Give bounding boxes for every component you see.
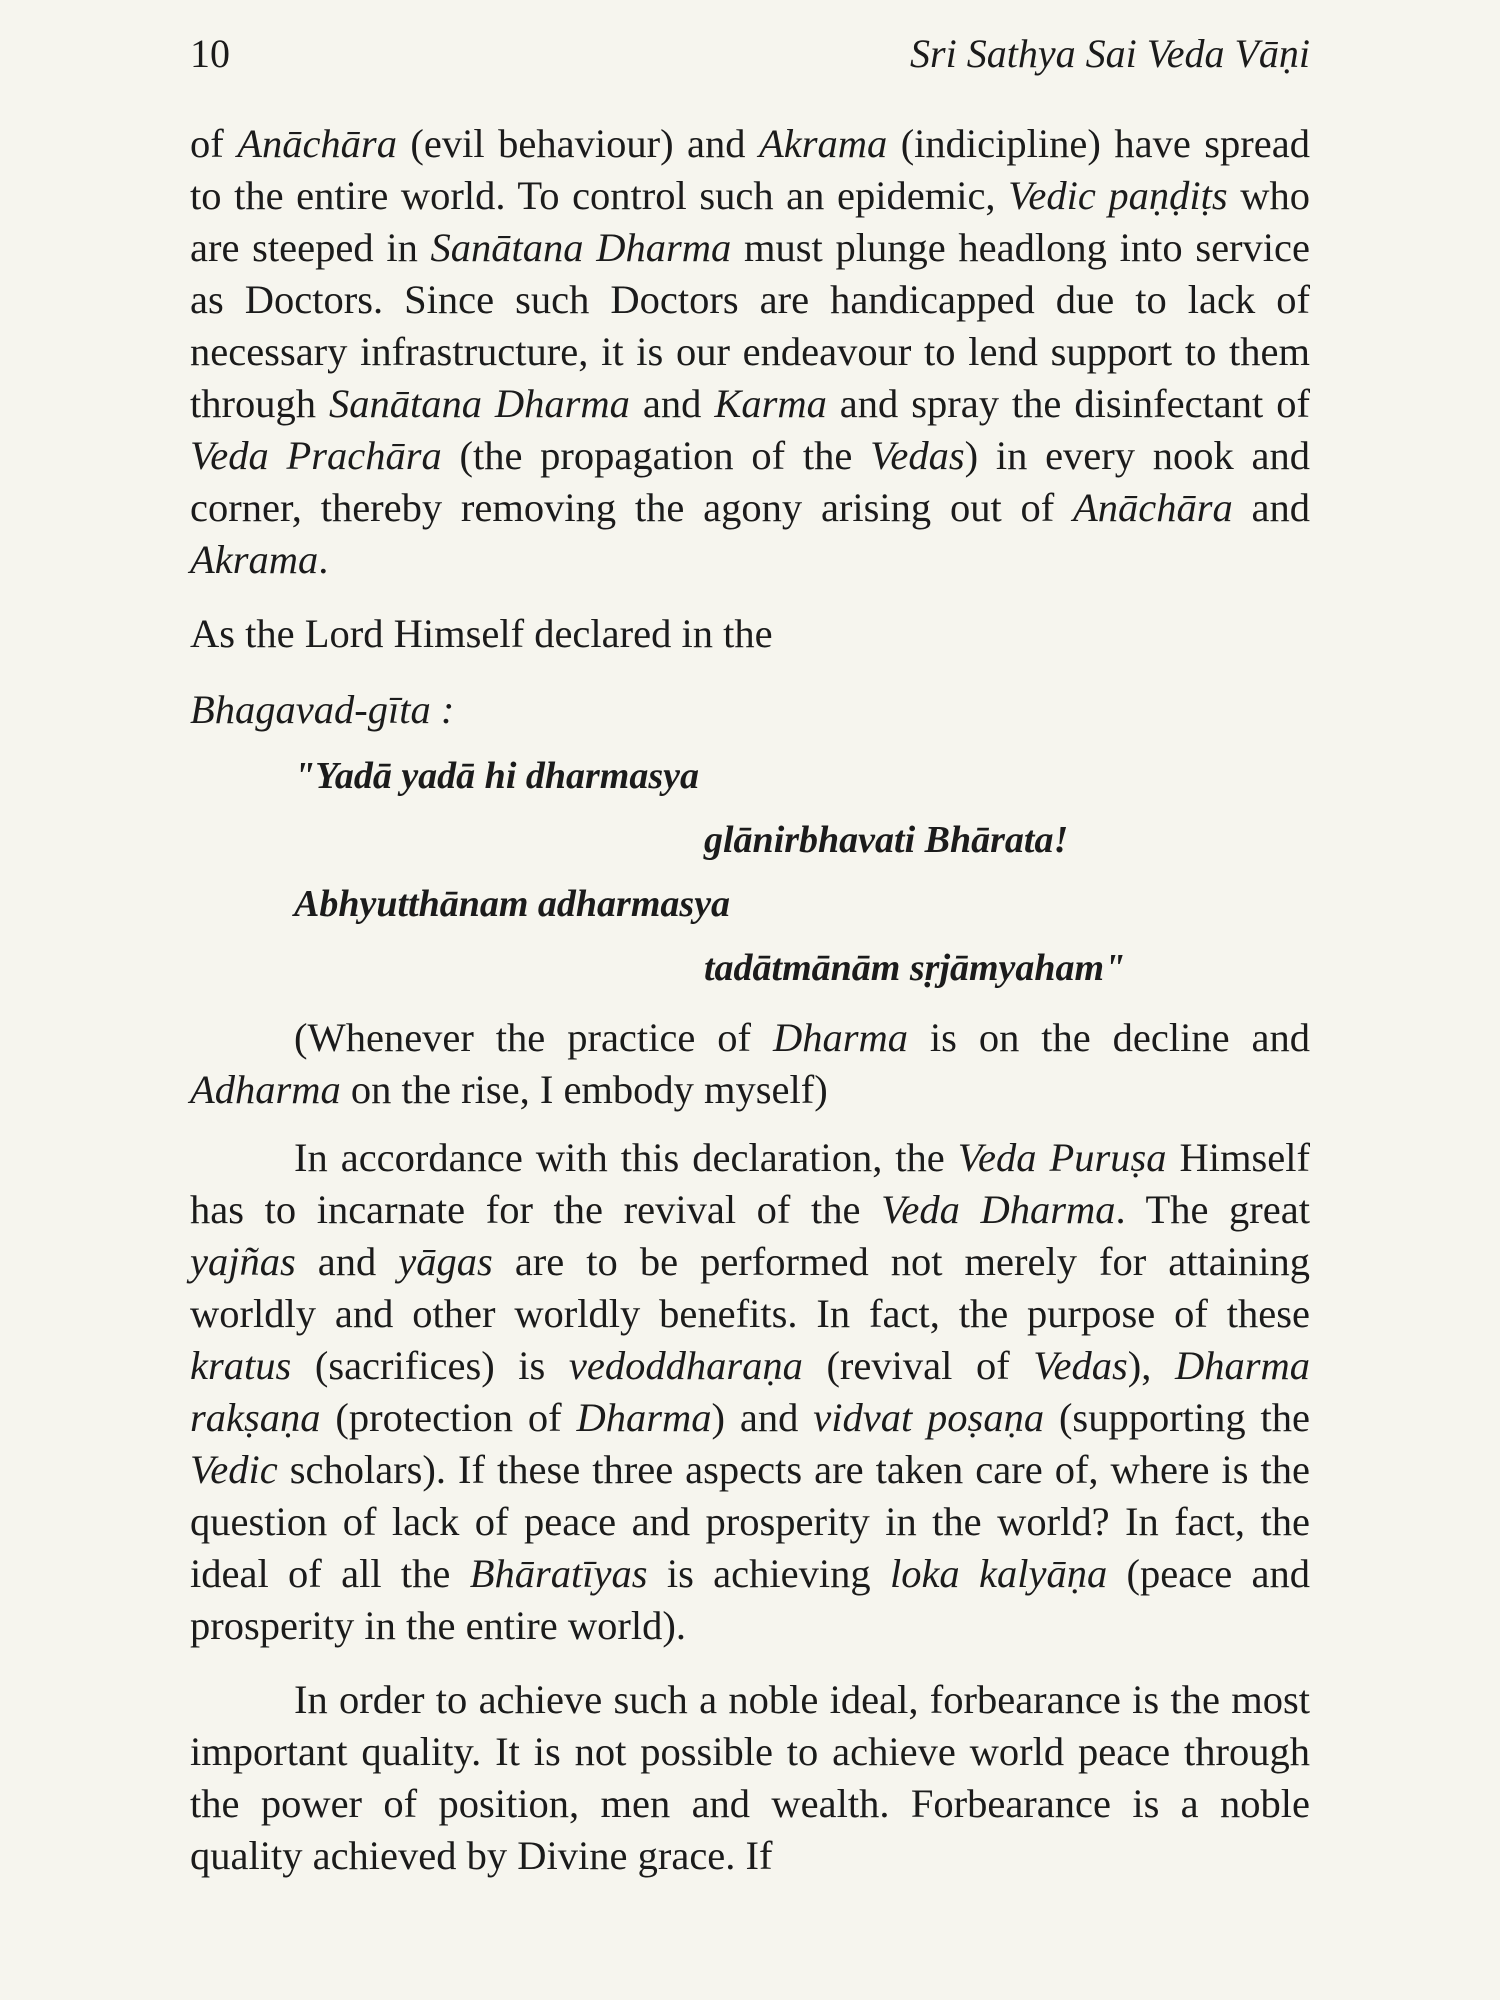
sanskrit-verse	[294, 744, 1310, 1000]
italic-term: Akrama	[758, 121, 888, 166]
verse-source: Bhagavad-gīta :	[190, 687, 455, 732]
italic-term: Vedas	[870, 433, 965, 478]
italic-term: Dharma	[772, 1015, 908, 1060]
italic-term: yāgas	[398, 1239, 493, 1284]
italic-term: Anāchāra	[237, 121, 397, 166]
italic-term: Vedas	[1033, 1343, 1128, 1388]
verse-line: glānirbhavati Bhārata!	[704, 819, 1069, 861]
body-text	[190, 118, 1310, 1882]
italic-term: Veda Puruṣa	[957, 1135, 1167, 1180]
paragraph-2: In accordance with this declaration, the Veda Puruṣa Himself has to incarnate for the revival of the Veda Dharma. The great yajñas and yāgas are to be performed not merely for attaining worldly and other worldly benefits. In fact, the purpose of these kratus (sacrifices) is vedoddharaṇa (revival of Vedas), Dharma rakṣaṇa (protection of Dharma) and vidvat poṣaṇa (supporting the Vedic scholars). If these three aspects are taken care of, where is the question of lack of peace and prosperity in the world? In fact, the ideal of all the Bhāratīyas is achieving loka kalyāṇa (peace and prosperity in the entire world).	[190, 1135, 1311, 1648]
italic-term: Sanātana Dharma	[328, 381, 630, 426]
italic-term: Bhāratīyas	[469, 1551, 648, 1596]
italic-term: vedoddharaṇa	[568, 1343, 803, 1388]
verse-line: tadātmānām sṛjāmyaham"	[704, 947, 1126, 989]
italic-term: Veda Prachāra	[190, 433, 442, 478]
verse-translation: (Whenever the practice of Dharma is on the decline and Adharma on the rise, I embody myself)	[190, 1015, 1310, 1112]
italic-term: Dharma	[576, 1395, 712, 1440]
italic-term: Akrama	[190, 537, 319, 582]
verse-line: "Yadā yadā hi dharmasya	[294, 755, 700, 797]
italic-term: Sanātana Dharma	[430, 225, 732, 270]
italic-term: kratus	[190, 1343, 292, 1388]
verse-line: Abhyutthānam adharmasya	[294, 883, 731, 925]
running-title: Sri Sathya Sai Veda Vāṇi	[910, 31, 1310, 76]
page-header	[190, 30, 1310, 90]
italic-term: vidvat poṣaṇa	[813, 1395, 1045, 1440]
italic-term: Karma	[714, 381, 827, 426]
italic-term: Veda Dharma	[881, 1187, 1116, 1232]
italic-term: Dharma rakṣaṇa	[190, 1343, 1310, 1440]
paragraph-1: of Anāchāra (evil behaviour) and Akrama (indicipline) have spread to the entire world. To control such an epidemic, Vedic paṇḍiṭs who are steeped in Sanātana Dharma must plunge headlong into service as Doctors. Since such Doctors are handicapped due to lack of necessary infrastructure, it is our endeavour to lend support to them through Sanātana Dharma and Karma and spray the disinfectant of Veda Prachāra (the propagation of the Vedas) in every nook and corner, thereby removing the agony arising out of Anāchāra and Akrama.	[190, 121, 1310, 582]
italic-term: Vedic	[190, 1447, 278, 1492]
verse-lead-text: As the Lord Himself declared in the	[190, 611, 773, 656]
italic-term: Anāchāra	[1073, 485, 1233, 530]
italic-term: loka kalyāṇa	[889, 1551, 1108, 1596]
page-number: 10	[190, 31, 230, 76]
italic-term: Vedic paṇḍiṭs	[1008, 173, 1228, 218]
italic-term: Adharma	[190, 1067, 341, 1112]
paragraph-3: In order to achieve such a noble ideal, forbearance is the most important quality. It is not possible to achieve world peace through the power of position, men and wealth. Forbearance is a noble quality achieved by Divine grace. If	[190, 1677, 1310, 1878]
italic-term: yajñas	[190, 1239, 296, 1284]
